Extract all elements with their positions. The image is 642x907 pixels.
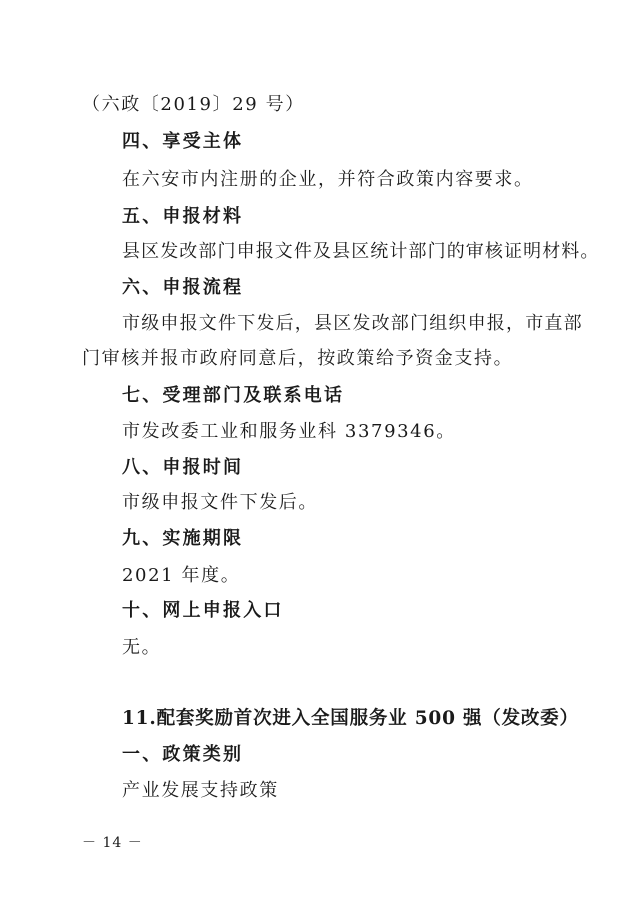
section-heading: 十、网上申报入口 bbox=[122, 600, 284, 621]
text-line: （六政〔2019〕29 号） bbox=[82, 94, 305, 115]
text-line: 无。 bbox=[122, 637, 162, 658]
text-line: 产业发展支持政策 bbox=[122, 780, 279, 801]
policy-title: 11.配套奖励首次进入全国服务业 500 强（发改委） bbox=[122, 708, 579, 729]
text-line: 市级申报文件下发后。 bbox=[122, 492, 318, 513]
section-heading: 九、实施期限 bbox=[122, 528, 244, 549]
section-heading: 八、申报时间 bbox=[122, 457, 244, 478]
section-heading: 七、受理部门及联系电话 bbox=[122, 385, 345, 406]
section-heading: 六、申报流程 bbox=[122, 277, 244, 298]
text-line: 在六安市内注册的企业，并符合政策内容要求。 bbox=[122, 169, 534, 190]
section-heading: 四、享受主体 bbox=[122, 131, 244, 152]
text-line: 市发改委工业和服务业科 3379346。 bbox=[122, 421, 456, 442]
section-heading: 一、政策类别 bbox=[122, 744, 244, 765]
text-line: 县区发改部门申报文件及县区统计部门的审核证明材料。 bbox=[122, 241, 600, 262]
page-number: － 14 － bbox=[82, 835, 143, 851]
text-line: 2021 年度。 bbox=[122, 565, 241, 586]
section-heading: 五、申报材料 bbox=[122, 206, 244, 227]
text-line: 门审核并报市政府同意后，按政策给予资金支持。 bbox=[82, 348, 514, 369]
text-line: 市级申报文件下发后，县区发改部门组织申报，市直部 bbox=[122, 313, 583, 334]
